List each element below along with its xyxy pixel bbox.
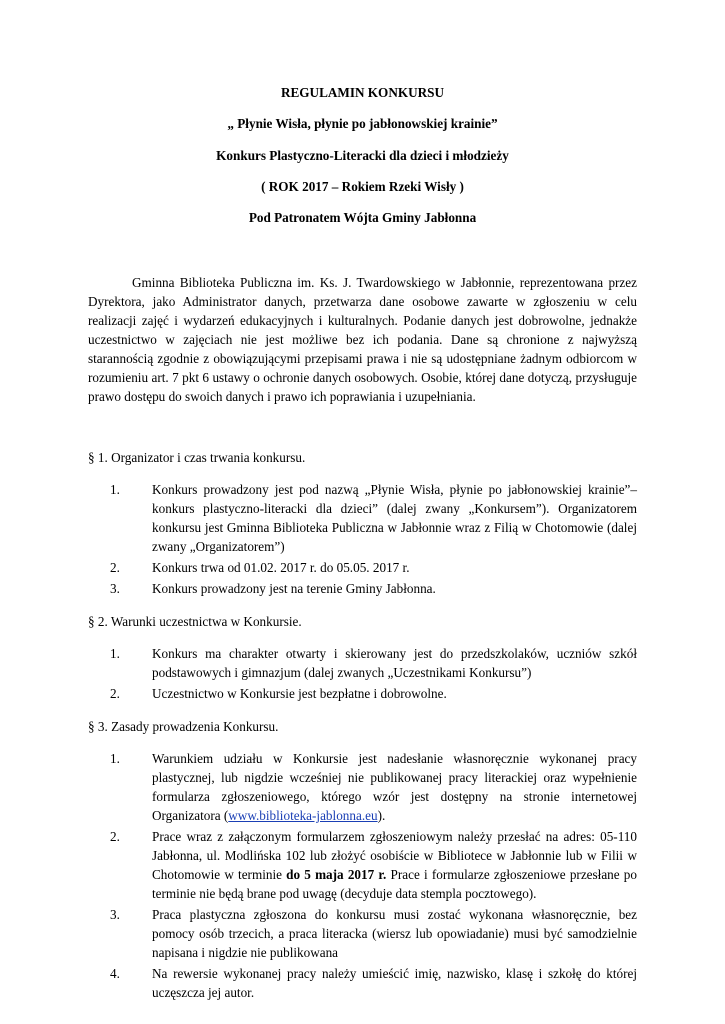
document-title: REGULAMIN KONKURSU [280,85,445,100]
deadline-text: do 5 maja 2017 r. [286,867,387,882]
item-text-after: Prace i formularze zgłoszeniowe przesłane po terminie nie będą brane pod uwagę (decyduje data stempla pocztowego). [152,867,637,901]
contest-type: Konkurs Plastyczno-Literacki dla dzieci i młodzieży [216,148,509,163]
item-text: Uczestnictwo w Konkursie jest bezpłatne i dobrowolne. [152,686,447,701]
contest-name: „ Płynie Wisła, płynie po jabłonowskiej krainie” [227,116,498,131]
data-protection-paragraph: Gminna Biblioteka Publiczna im. Ks. J. Twardowskiego w Jabłonnie, reprezentowana przez Dyrektora, jako Administrator danych, przetwarza dane osobowe zawarte w zgłoszeniu w celu realizacji zajęć i wydarzeń edukacyjnych i kulturalnych. Podanie danych jest dobrowolne, jednakże uczestnictwo w zajęciach nie jest możliwe bez ich podania. Dane są chronione z najwyższą starannością zgodnie z obowiązującymi przepisami prawa i nie są udostępniane żadnym odbiorcom w rozumieniu art. 7 pkt 6 ustawy o ochronie danych osobowych. Osobie, której dane dotyczą, przysługuje prawo dostępu do swoich danych i prawo ich poprawiania i uzupełniania. [88,275,637,404]
item-text: Praca plastyczna zgłoszona do konkursu musi zostać wykonana własnoręcznie, bez pomocy osób trzecich, a praca literacka (wiersz lub opowiadanie) musi być samodzielnie napisana i nigdzie nie publikowana [152,907,637,960]
item-text: Konkurs prowadzony jest na terenie Gminy Jabłonna. [152,581,436,596]
section-2 [88,612,637,703]
item-text: Na rewersie wykonanej pracy należy umieścić imię, nazwisko, klasę i szkołę do której uczęszcza jej autor. [152,966,637,1000]
section-title: § 2. Warunki uczestnictwa w Konkursie. [88,614,302,629]
section-list [88,749,637,1002]
list-item [110,749,637,825]
item-text-after: ). [377,808,386,823]
item-number: 2. [110,829,120,844]
list-item [110,558,637,577]
list-item [110,827,637,903]
item-number: 1. [110,646,120,661]
item-number: 2. [110,560,120,575]
list-item [110,480,637,556]
item-number: 1. [110,751,120,766]
item-number: 4. [110,966,120,981]
section-3 [88,717,637,1002]
organizer-website-link[interactable]: www.biblioteka-jablonna.eu [228,808,378,823]
list-item [110,905,637,962]
section-title: § 3. Zasady prowadzenia Konkursu. [88,719,279,734]
item-text: Konkurs ma charakter otwarty i skierowany jest do przedszkolaków, uczniów szkół podstawowych i gimnazjum (dalej zwanych „Uczestnikami Konkursu”) [152,646,637,680]
section-title: § 1. Organizator i czas trwania konkursu. [88,450,306,465]
list-item [110,964,637,1002]
contest-year: ( ROK 2017 – Rokiem Rzeki Wisły ) [261,179,464,194]
item-text-before: Prace wraz z załączonym formularzem zgłoszeniowym należy przesłać na adres: 05-110 Jabłonna, ul. Modlińska 102 lub złożyć osobiście w Bibliotece w Jabłonnie lub w Filii w Chotomowie w terminie [152,829,637,882]
item-number: 3. [110,907,120,922]
section-1 [88,448,637,598]
item-text: Konkurs trwa od 01.02. 2017 r. do 05.05. 2017 r. [152,560,410,575]
list-item [110,644,637,682]
item-number: 1. [110,482,120,497]
item-text-before: Warunkiem udziału w Konkursie jest nadesłanie własnoręcznie wykonanej pracy plastycznej, lub nigdzie wcześniej nie publikowanej pracy literackiej oraz wypełnienie formularza zgłoszeniowego, którego wzór jest dostępny na stronie internetowej Organizatora ( [152,751,637,823]
list-item [110,684,637,703]
section-list [88,480,637,598]
item-number: 3. [110,581,120,596]
section-list [88,644,637,703]
item-text: Konkurs prowadzony jest pod nazwą „Płynie Wisła, płynie po jabłonowskiej krainie”– konkurs plastyczno-literacki dla dzieci” (dalej zwany „Konkursem”). Organizatorem konkursu jest Gminna Biblioteka Publiczna w Jabłonnie wraz z Filią w Chotomowie (dalej zwany „Organizatorem”) [152,482,637,554]
item-number: 2. [110,686,120,701]
list-item [110,579,637,598]
contest-patronage: Pod Patronatem Wójta Gminy Jabłonna [248,210,477,225]
